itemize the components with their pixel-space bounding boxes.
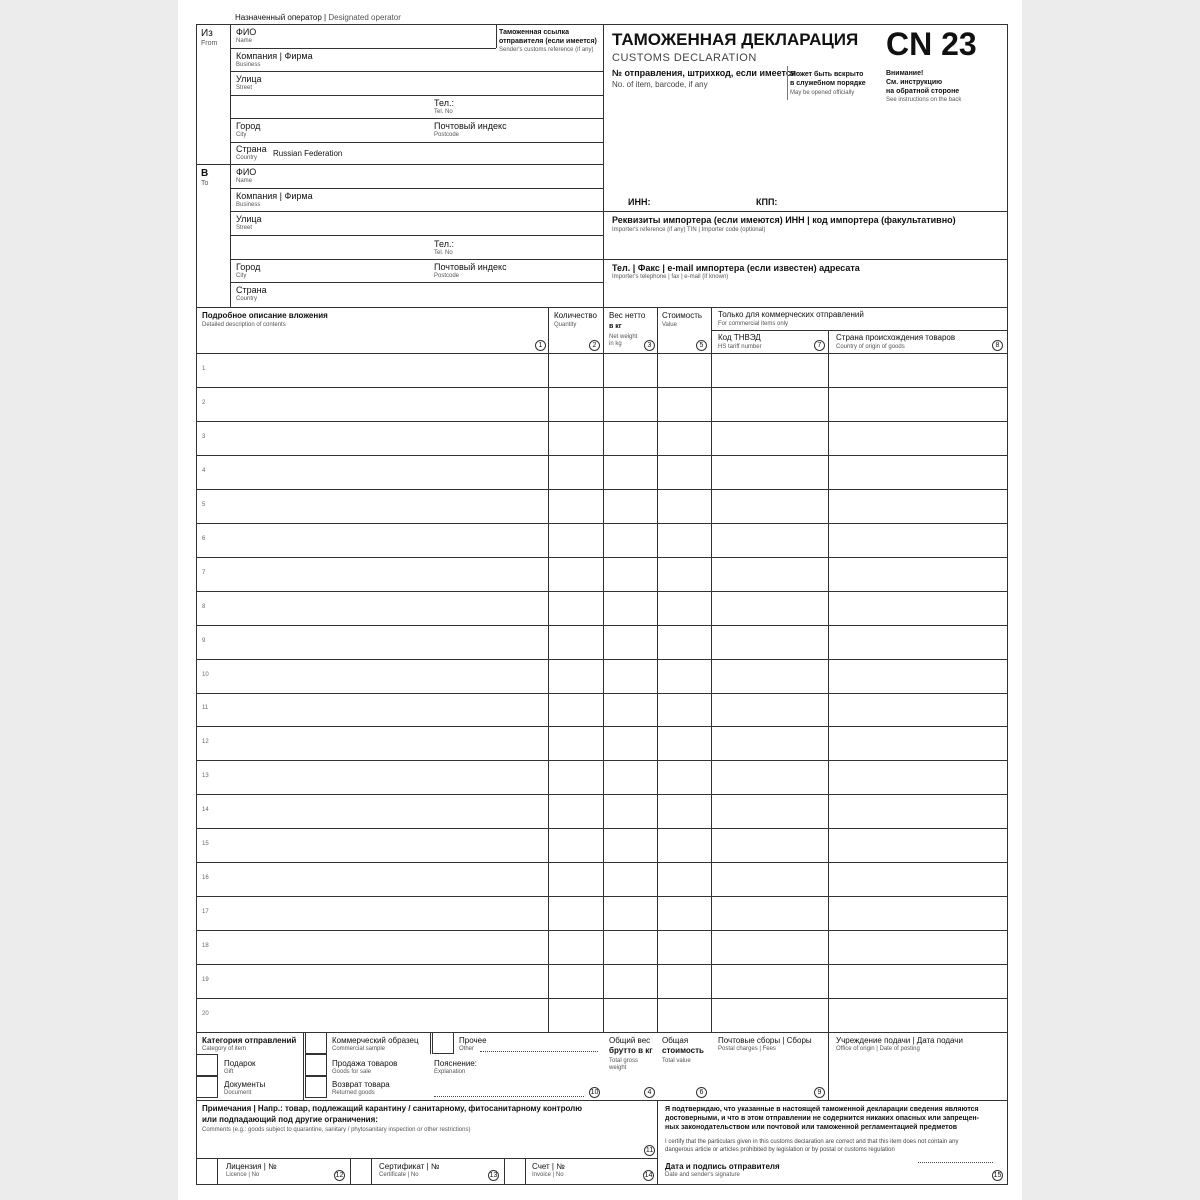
col-div-origin: [828, 330, 829, 1032]
importer-ref-label-en: Importer's reference (if any) TIN | Importer code (optional): [612, 227, 766, 233]
col-num-badge: 8: [992, 340, 1003, 351]
line-recipient-tel: [230, 259, 603, 260]
num-badge-12: 12: [335, 1172, 344, 1179]
customs-ref-en: Sender's customs reference (if any): [499, 47, 594, 53]
office-of-origin-label-en: Office of origin | Date of posting: [836, 1046, 920, 1052]
line-sender-business: [230, 71, 603, 72]
importer-ref-label: Реквизиты импортера (если имеются) ИНН | код импортера (факультативно): [612, 215, 956, 225]
checkbox-sale[interactable]: [305, 1054, 327, 1076]
customs-ref-ru-1: Таможенная ссылка: [499, 29, 570, 36]
col-desc-label-en: Detailed description of contents: [202, 322, 286, 328]
line-inn: [603, 211, 1008, 212]
table-row-line: [196, 387, 1008, 388]
returned-label: Возврат товара: [332, 1080, 390, 1089]
table-row-number: 18: [202, 943, 209, 949]
col-hs-label-en: HS tariff number: [718, 344, 762, 350]
line-importer-ref: [603, 259, 1008, 260]
col-origin-label: Страна происхождения товаров: [836, 333, 956, 342]
sign-label-en: Date and sender's signature: [665, 1172, 740, 1178]
sender-business-label: Компания | Фирма: [236, 51, 313, 61]
certify-ru-1: Я подтверждаю, что указанные в настоящей таможенной декларации сведения являются: [665, 1106, 979, 1113]
divider-category-1: [303, 1032, 304, 1100]
line-sender-name: [230, 48, 496, 49]
form-code: CN 23: [886, 26, 977, 62]
recipient-city-label-en: City: [236, 273, 247, 279]
col-num-badge: 7: [814, 340, 825, 351]
table-row-number: 3: [202, 434, 206, 440]
line-from-to-divider: [196, 164, 603, 165]
line-recipient-name: [230, 188, 603, 189]
attention-en: See instructions on the back: [886, 97, 962, 103]
recipient-tel-label: Тел.:: [434, 239, 454, 249]
license-label: Лицензия | №: [226, 1162, 277, 1171]
table-row-number: 1: [202, 366, 206, 372]
attention-1: Внимание!: [886, 70, 924, 77]
importer-contact-label: Тел. | Факс | e-mail импортера (если известен) адресата: [612, 263, 860, 273]
col-div-hs: [711, 307, 712, 1032]
invoice-label-en: Invoice | No: [532, 1172, 564, 1178]
col-div-qty: [548, 307, 549, 1032]
table-row-number: 11: [202, 705, 209, 711]
total-value-label-en: Total value: [662, 1058, 691, 1064]
num-badge-4: 4: [644, 1087, 655, 1098]
comments-label-2: или подпадающий под другие ограничения:: [202, 1115, 378, 1124]
sender-postcode-label-en: Postcode: [434, 132, 460, 138]
col-value-label-en: Value: [662, 322, 677, 328]
sender-tel-label-en: Tel. No: [434, 109, 453, 115]
sender-city-label: Город: [236, 121, 261, 131]
may-open-en: May be opened officially: [790, 90, 855, 96]
postal-charges-label: Почтовые сборы | Сборы: [718, 1036, 812, 1045]
col-weight-label-en-2: in kg: [609, 341, 622, 347]
checkbox-gift[interactable]: [196, 1054, 218, 1076]
table-row-line: [196, 726, 1008, 727]
document-label: Документы: [224, 1080, 266, 1089]
operator-en: Designated operator: [328, 13, 401, 22]
checkbox-certificate[interactable]: [350, 1158, 372, 1185]
gift-label: Подарок: [224, 1059, 256, 1068]
sale-label-en: Goods for sale: [332, 1069, 372, 1075]
table-row-number: 20: [202, 1011, 209, 1017]
line-table-top: [196, 307, 1008, 308]
table-row-line: [196, 421, 1008, 422]
table-row-number: 10: [202, 672, 209, 678]
recipient-country-label-en: Country: [236, 296, 258, 302]
commercial-only-label-en: For commercial items only: [718, 321, 789, 327]
table-row-line: [196, 625, 1008, 626]
commercial-only-label: Только для коммерческих отправлений: [718, 310, 864, 319]
from-label-en: From: [201, 40, 218, 47]
office-of-origin-label: Учреждение подачи | Дата подачи: [836, 1036, 963, 1045]
sign-label: Дата и подпись отправителя: [665, 1162, 780, 1171]
table-row-line: [196, 455, 1008, 456]
table-row-number: 4: [202, 468, 206, 474]
postal-charges-label-en: Postal charges | Fees: [718, 1046, 776, 1052]
col-div-value: [657, 307, 658, 1032]
table-row-line: [196, 862, 1008, 863]
other-label-en: Other: [459, 1046, 475, 1052]
table-row-line: [196, 998, 1008, 999]
recipient-city-label: Город: [236, 262, 261, 272]
num-badge-15: 15: [993, 1172, 1002, 1179]
sender-street-label-en: Street: [236, 85, 253, 91]
num-badge-13: 13: [489, 1172, 498, 1179]
certify-ru-3: ных законодательством или почтовой или таможенной регламентацией предметов: [665, 1124, 958, 1131]
recipient-postcode-label-en: Postcode: [434, 273, 460, 279]
divider-customs-ref: [496, 24, 497, 48]
table-row-line: [196, 557, 1008, 558]
table-row-number: 13: [202, 773, 209, 779]
form-outer-frame: [196, 24, 1008, 1185]
signature-dotline[interactable]: [918, 1162, 993, 1163]
other-label: Прочее: [459, 1036, 487, 1045]
table-row-line: [196, 964, 1008, 965]
importer-contact-label-en: Importer's telephone | fax | e-mail (if known): [612, 274, 729, 280]
document-label-en: Document: [224, 1090, 252, 1096]
line-sender-tel: [230, 118, 603, 119]
divider-left-right: [603, 24, 604, 307]
num-badge-10: 10: [590, 1089, 599, 1096]
sample-label-en: Commercial sample: [332, 1046, 386, 1052]
attention-3: на обратной стороне: [886, 88, 960, 95]
table-row-number: 9: [202, 638, 206, 644]
col-div-weight: [603, 307, 604, 1032]
invoice-label: Счет | №: [532, 1162, 565, 1171]
gross-weight-label-2: брутто в кг: [609, 1046, 653, 1055]
to-label-en: To: [201, 180, 209, 187]
num-badge-6: 6: [696, 1087, 707, 1098]
table-row-number: 7: [202, 570, 206, 576]
recipient-country-label: Страна: [236, 285, 267, 295]
other-dotline: [480, 1051, 598, 1052]
category-label: Категория отправлений: [202, 1036, 297, 1045]
line-commercial-sub: [711, 330, 1008, 331]
gift-label-en: Gift: [224, 1069, 234, 1075]
col-num-badge: 3: [644, 340, 655, 351]
sample-label: Коммерческий образец: [332, 1036, 419, 1045]
operator-ru: Назначенный оператор: [235, 13, 322, 22]
divider-may-open: [787, 66, 788, 100]
divider-office: [828, 1032, 829, 1100]
item-number-label-en: No. of item, barcode, if any: [612, 80, 708, 89]
line-sender-street: [230, 95, 603, 96]
recipient-name-label: ФИО: [236, 167, 257, 177]
certificate-label-en: Certificate | No: [379, 1172, 419, 1178]
col-num-badge: 5: [696, 340, 707, 351]
sale-label: Продажа товаров: [332, 1059, 398, 1068]
recipient-postcode-label: Почтовый индекс: [434, 262, 507, 272]
checkbox-other[interactable]: [432, 1032, 454, 1054]
col-weight-label-en-1: Net weight: [609, 334, 638, 340]
sender-city-label-en: City: [236, 132, 247, 138]
may-open-ru-1: Может быть вскрыто: [790, 71, 864, 78]
to-label-ru: В: [201, 168, 209, 179]
explanation-dotline: [434, 1096, 584, 1097]
checkbox-document[interactable]: [196, 1076, 218, 1098]
recipient-tel-label-en: Tel. No: [434, 250, 453, 256]
num-badge-9: 9: [814, 1087, 825, 1098]
sender-business-label-en: Business: [236, 62, 261, 68]
inn-label: ИНН:: [628, 197, 651, 207]
sender-country-value[interactable]: Russian Federation: [273, 149, 343, 158]
certify-en-1: I certify that the particulars given in this customs declaration are correct and that this item does not contain any: [665, 1139, 959, 1145]
table-row-number: 12: [202, 739, 209, 745]
cn23-form-sheet: [178, 0, 1022, 1200]
certify-ru-2: достоверными, и что в этом отправлении не содержится никаких опасных или запрещен-: [665, 1115, 979, 1122]
divider-certify: [657, 1100, 658, 1185]
comments-label-en: Comments (e.g.: goods subject to quarantine, sanitary / phytosanitary inspection or other restrictions): [202, 1127, 471, 1133]
checkbox-sample[interactable]: [305, 1032, 327, 1054]
col-desc-label: Подробное описание вложения: [202, 311, 328, 320]
line-recipient-city: [230, 282, 603, 283]
certificate-label: Сертификат | №: [379, 1162, 440, 1171]
table-row-number: 14: [202, 807, 209, 813]
gross-weight-label-en-2: weight: [609, 1065, 627, 1071]
table-row-number: 8: [202, 604, 206, 610]
may-open-ru-2: в служебном порядке: [790, 80, 866, 87]
from-label-ru: Из: [201, 28, 213, 39]
item-number-label: № отправления, штрихкод, если имеется: [612, 68, 797, 78]
sender-name-label: ФИО: [236, 27, 257, 37]
sender-name-label-en: Name: [236, 38, 253, 44]
checkbox-returned[interactable]: [305, 1076, 327, 1098]
num-badge-14: 14: [644, 1172, 653, 1179]
title-en: CUSTOMS DECLARATION: [612, 52, 757, 64]
table-row-line: [196, 760, 1008, 761]
divider-label-column: [230, 24, 231, 307]
line-docs-top: [196, 1158, 657, 1159]
sender-country-label-en: Country: [236, 155, 258, 161]
line-table-header-bottom: [196, 353, 1008, 354]
table-row-line: [196, 489, 1008, 490]
table-row-number: 6: [202, 536, 206, 542]
col-qty-label-en: Quantity: [554, 322, 577, 328]
comments-label-1: Примечания | Напр.: товар, подлежащий карантину / санитарному, фитосанитарному контролю: [202, 1104, 583, 1113]
returned-label-en: Returned goods: [332, 1090, 375, 1096]
customs-ref-ru-2: отправителя (если имеется): [499, 38, 597, 45]
table-row-line: [196, 828, 1008, 829]
attention-2: См. инструкцию: [886, 79, 943, 86]
table-row-line: [196, 693, 1008, 694]
table-row-number: 2: [202, 400, 206, 406]
recipient-business-label: Компания | Фирма: [236, 191, 313, 201]
table-row-line: [196, 591, 1008, 592]
recipient-street-label: Улица: [236, 214, 262, 224]
sender-tel-label: Тел.:: [434, 98, 454, 108]
total-value-label-2: стоимость: [662, 1046, 704, 1055]
explanation-label: Пояснение:: [434, 1059, 477, 1068]
table-row-line: [196, 794, 1008, 795]
table-row-line: [196, 930, 1008, 931]
explanation-label-en: Explanation: [434, 1069, 466, 1075]
table-row-number: 17: [202, 909, 209, 915]
sender-postcode-label: Почтовый индекс: [434, 121, 507, 131]
sender-country-label: Страна: [236, 144, 267, 154]
total-value-label-1: Общая: [662, 1036, 689, 1045]
col-num-badge: 1: [535, 340, 546, 351]
category-label-en: Category of item: [202, 1046, 247, 1052]
col-weight-label-2: в кг: [609, 323, 622, 330]
certify-en-2: dangerous article or articles prohibited by legislation or by postal or customs regulation: [665, 1147, 895, 1153]
col-qty-label: Количество: [554, 311, 597, 320]
designated-operator-label: Назначенный оператор | Designated operator: [235, 13, 401, 22]
table-row-line: [196, 896, 1008, 897]
checkbox-license[interactable]: [196, 1158, 218, 1185]
table-row-number: 19: [202, 977, 209, 983]
col-value-label: Стоимость: [662, 311, 703, 320]
gross-weight-label-1: Общий вес: [609, 1036, 651, 1045]
recipient-business-label-en: Business: [236, 202, 261, 208]
recipient-street-label-en: Street: [236, 225, 253, 231]
divider-category-2: [430, 1032, 431, 1054]
gross-weight-label-en-1: Total gross: [609, 1058, 639, 1064]
line-recipient-street: [230, 235, 603, 236]
title-ru: ТАМОЖЕННАЯ ДЕКЛАРАЦИЯ: [612, 30, 859, 49]
sender-street-label: Улица: [236, 74, 262, 84]
line-comments-top: [196, 1100, 1008, 1101]
table-row-number: 5: [202, 502, 206, 508]
license-label-en: Licence | No: [226, 1172, 260, 1178]
num-badge-11: 11: [645, 1147, 654, 1154]
line-sender-city: [230, 142, 603, 143]
line-recipient-business: [230, 211, 603, 212]
col-origin-label-en: Country of origin of goods: [836, 344, 905, 350]
recipient-name-label-en: Name: [236, 178, 253, 184]
col-hs-label: Код ТНВЭД: [718, 333, 761, 342]
kpp-label: КПП:: [756, 197, 778, 207]
table-row-line: [196, 523, 1008, 524]
table-row-number: 16: [202, 875, 209, 881]
table-row-line: [196, 659, 1008, 660]
table-row-number: 15: [202, 841, 209, 847]
col-num-badge: 2: [589, 340, 600, 351]
col-weight-label-1: Вес нетто: [609, 311, 646, 320]
checkbox-invoice[interactable]: [504, 1158, 526, 1185]
